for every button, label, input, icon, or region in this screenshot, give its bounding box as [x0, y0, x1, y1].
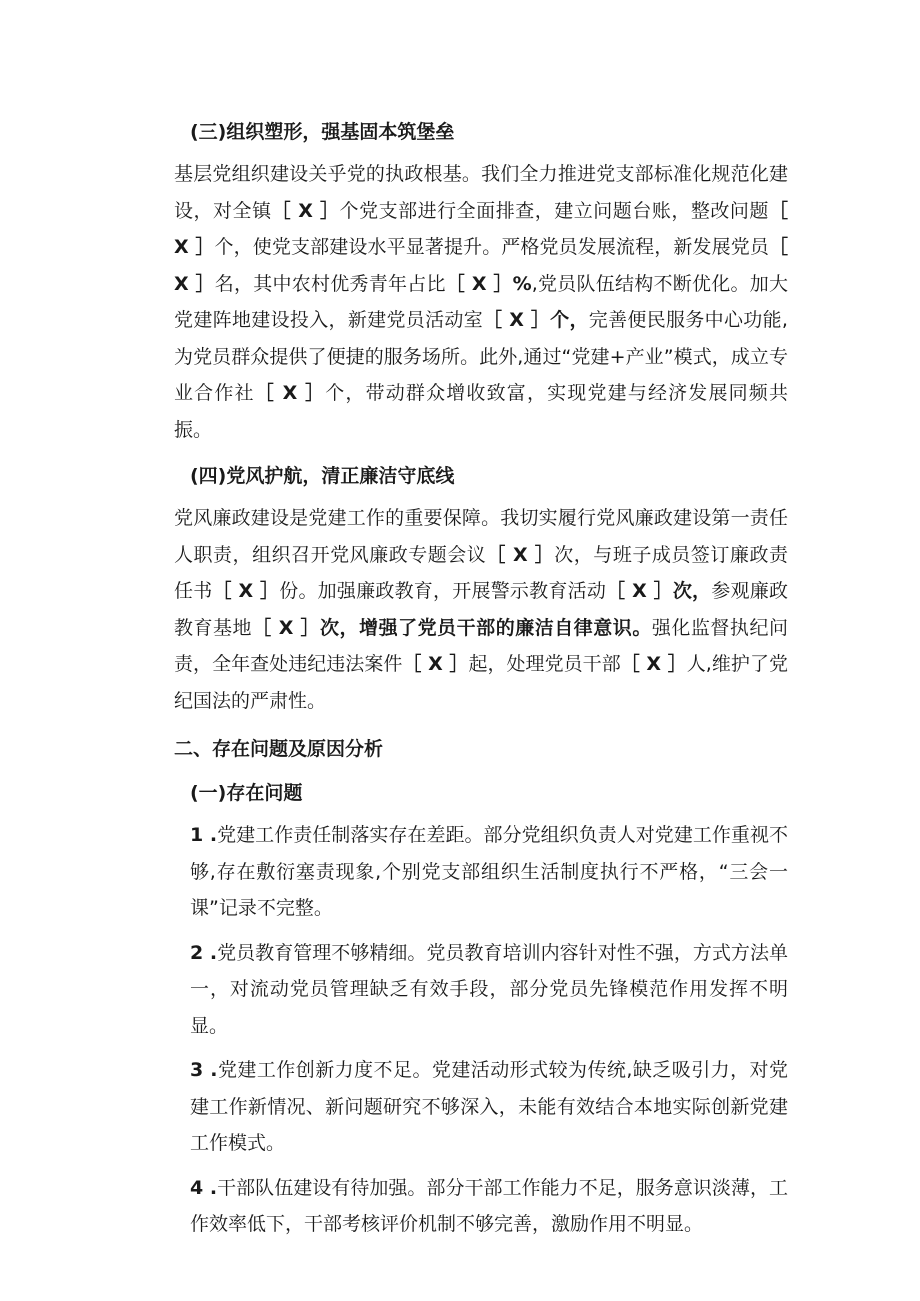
- section3-text-c: 个，使党支部建设水平显著提升。严格党员发展流程，新发展党员: [214, 236, 769, 258]
- issue-item: [136, 817, 788, 927]
- section3-text-g: 个，带动群众增收致富，实现党建与经济发展同频共振。: [174, 382, 788, 441]
- issue-text: 党员教育管理不够精细。党员教育培训内容针对性不强，方式方法单一，对流动党员管理缺乏有效手段，部分党员先锋模范作用发挥不明显。: [190, 941, 788, 1037]
- issue-text: 干部队伍建设有待加强。部分干部工作能力不足，服务意识淡薄，工作效率低下，干部考核评价机制不够完善，激励作用不明显。: [190, 1176, 788, 1235]
- section4-text-c: 份。加强廉政教育，开展警示教育活动: [279, 580, 607, 602]
- section4-paragraph: [136, 500, 788, 719]
- section4-text-e: 强化监督执纪问责，全年查处违纪违法案件: [174, 616, 788, 675]
- issue-number: 1 .: [190, 824, 218, 846]
- placeholder-mark: ［ X ］个，: [483, 309, 589, 331]
- issue-number: 2 .: [190, 941, 218, 964]
- section3-text-f: 完善便民服务中心功能,为党员群众提供了便捷的服务场所。此外,通过“党建+产业”模式，成立专业合作社: [174, 309, 788, 404]
- issue-item: [136, 1052, 788, 1162]
- section4-text-a: 党风廉政建设是党建工作的重要保障。我切实履行党风廉政建设第一责任人职责，组织召开党风廉政专题会议: [174, 507, 788, 566]
- placeholder-mark: ［ X ］: [402, 653, 469, 675]
- section4-text-f: 起，处理党员干部: [468, 653, 621, 675]
- placeholder-mark: ［ X ］次，: [606, 580, 712, 602]
- placeholder-mark: ［ X ］: [271, 199, 340, 222]
- section4-text-d: 参观廉政教育基地: [174, 580, 788, 639]
- section4-text-b: 次，与班子成员签订廉政责任书: [174, 543, 788, 602]
- placeholder-mark: ［ X ］: [486, 543, 555, 566]
- section3-text-e: ,党员队伍结构不断优化。加大党建阵地建设投入，新建党员活动室: [174, 272, 788, 331]
- issue-item: [136, 1170, 788, 1243]
- placeholder-mark: ［ X ］: [620, 653, 687, 675]
- issue-item: [136, 935, 788, 1045]
- issue-text: 党建工作责任制落实存在差距。部分党组织负责人对党建工作重视不够,存在敷衍塞责现象,个别党支部组织生活制度执行不严格，“三会一课”记录不完整。: [190, 824, 788, 919]
- issue-number: 4 .: [190, 1176, 218, 1199]
- part2-heading: 二、存在问题及原因分析: [174, 738, 384, 760]
- part2-subheading: (一)存在问题: [190, 782, 303, 804]
- section3-heading: (三)组织塑形，强基固本筑堡垒: [190, 121, 455, 143]
- issue-number: 3 .: [190, 1059, 218, 1081]
- section3-text-b: 个党支部进行全面排查，建立问题台账，整改问题: [339, 199, 769, 222]
- issue-text: 党建工作创新力度不足。党建活动形式较为传统,缺乏吸引力，对党建工作新情况、新问题研究不够深入，未能有效结合本地实际创新党建工作模式。: [190, 1059, 788, 1154]
- placeholder-mark: ［ X ］%: [445, 272, 532, 295]
- placeholder-mark: ［ X ］: [174, 199, 788, 258]
- section4-heading: (四)党风护航，清正廉洁守底线: [190, 465, 455, 487]
- section3-text-a: 基层党组织建设关乎党的执政根基。我们全力推进党支部标准化规范化建设，对全镇: [174, 163, 788, 222]
- document-body: [136, 118, 788, 1243]
- placeholder-mark: ［ X ］: [212, 580, 280, 602]
- section3-paragraph: [136, 156, 788, 448]
- placeholder-mark: ［ X ］: [174, 236, 788, 295]
- placeholder-mark: ［ X ］次，增强了党员干部的廉洁自律意识。: [252, 616, 652, 639]
- section4-text-g: 人,维护了党纪国法的严肃性。: [174, 653, 788, 712]
- section3-text-d: 名，其中农村优秀青年占比: [214, 272, 446, 295]
- placeholder-mark: ［ X ］: [254, 382, 326, 404]
